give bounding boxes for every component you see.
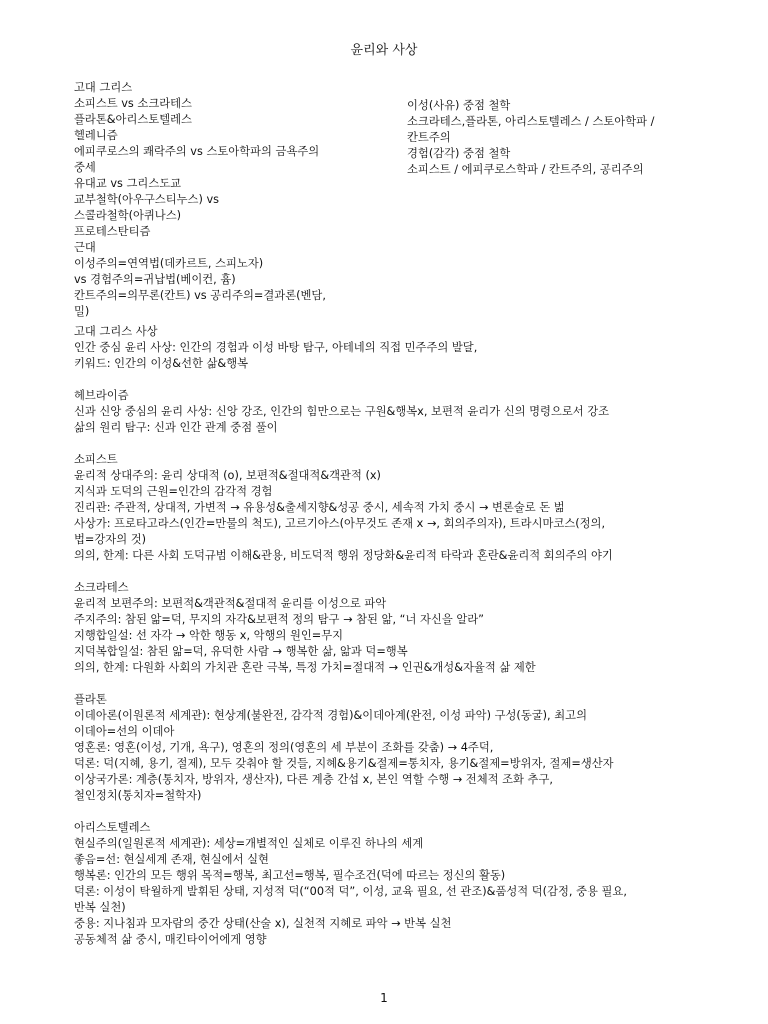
section-line: 이상국가론: 계층(통치자, 방위자, 생산자), 다른 계층 간섭 x, 본인 역할 수행 → 전체적 조화 추구, [74,773,553,786]
section [74,580,704,676]
section-spacer [74,676,704,692]
section-spacer [74,564,704,580]
section-line: 좋음=선: 현실세계 존재, 현실에서 실현 [74,853,269,866]
section-line: 진리관: 주관적, 상대적, 가변적 → 유용성&출세지향&성공 중시, 세속적 가치 중시 → 변론술로 돈 벎 [74,501,565,514]
section-line: 사상가: 프로타고라스(인간=만물의 척도), 고르기아스(아무것도 존재 x →, 회의주의자), 트라시마코스(정의, [74,517,606,530]
section [74,324,704,372]
section-line: 현실주의(일원론적 세계관): 세상=개별적인 실체로 이루진 하나의 세계 [74,837,424,850]
outline-left-line: 스콜라철학(아퀴나스) [74,209,182,222]
outline-left-line: 소피스트 vs 소크라테스 [74,97,192,110]
section-line: 인간 중심 윤리 사상: 인간의 경험과 이성 바탕 탐구, 아테네의 직접 민주주의 발달, [74,341,478,354]
section [74,692,704,804]
section-line: 키워드: 인간의 이성&선한 삶&행복 [74,357,249,370]
outline-right-line: 이성(사유) 중점 철학 [407,99,511,112]
section-line: 법=강자의 것) [74,533,147,546]
outline-left-line: 유대교 vs 그리스도교 [74,177,182,190]
outline-right [407,98,707,178]
section-line: 의의, 한계: 다른 사회 도덕규범 이해&관용, 비도덕적 행위 정당화&윤리적 타락과 혼란&윤리적 회의주의 야기 [74,549,613,562]
section [74,820,704,948]
section-line: 이데아론(이원론적 세계관): 현상계(불완전, 감각적 경험)&이데아계(완전, 이성 파악) 구성(동굴), 최고의 [74,709,587,722]
section-line: 주지주의: 참된 앎=덕, 무지의 자각&보편적 정의 탐구 → 참된 앎, “너 자신을 알라” [74,613,484,626]
section [74,452,704,564]
main-content [74,324,704,948]
outline-left [74,80,374,320]
section-spacer [74,372,704,388]
outline-left-line: vs 경험주의=귀납법(베이컨, 흄) [74,273,236,286]
section-spacer [74,804,704,820]
page-title: 윤리와 사상 [350,43,418,58]
outline-left-line: 플라톤&아리스토텔레스 [74,113,192,126]
outline-left-line: 밀) [74,305,90,318]
outline-right-line: 소크라테스,플라톤, 아리스토텔레스 / 스토아학파 / [407,115,655,128]
section-line: 지식과 도덕의 근원=인간의 감각적 경험 [74,485,273,498]
outline-right-line: 소피스트 / 에피쿠로스학파 / 칸트주의, 공리주의 [407,163,644,176]
section-heading: 고대 그리스 사상 [74,325,158,338]
section-heading: 헤브라이즘 [74,389,129,402]
section-line: 삶의 원리 탐구: 신과 인간 관계 중점 풀이 [74,421,278,434]
outline-left-line: 헬레니즘 [74,129,118,142]
section-line: 철인정치(통치자=철학자) [74,789,202,802]
section-line: 덕론: 덕(지혜, 용기, 절제), 모두 갖춰야 할 것들, 지혜&용기&절제=통치자, 용기&절제=방위자, 절제=생산자 [74,757,614,770]
section-heading: 아리스토텔레스 [74,821,151,834]
section-line: 윤리적 상대주의: 윤리 상대적 (o), 보편적&절대적&객관적 (x) [74,469,381,482]
section-line: 신과 신앙 중심의 윤리 사상: 신앙 강조, 인간의 힘만으로는 구원&행복x, 보편적 윤리가 신의 명령으로서 강조 [74,405,610,418]
section-line: 지덕복합일설: 참된 앎=덕, 유덕한 사람 → 행복한 삶, 앎과 덕=행복 [74,645,408,658]
section-heading: 플라톤 [74,693,107,706]
section-heading: 소크라테스 [74,581,129,594]
section-line: 공동체적 삶 중시, 매킨타이어에게 영향 [74,933,267,946]
section-heading: 소피스트 [74,453,118,466]
outline-right-line: 경험(감각) 중점 철학 [407,147,511,160]
outline-right-line: 칸트주의 [407,131,451,144]
outline-left-line: 에피쿠로스의 쾌락주의 vs 스토아학파의 금욕주의 [74,145,320,158]
outline-left-line: 근대 [74,241,96,254]
section-line: 행복론: 인간의 모든 행위 목적=행복, 최고선=행복, 필수조건(덕에 따르는 정신의 활동) [74,869,506,882]
section-line: 지행합일설: 선 자각 → 악한 행동 x, 악행의 원인=무지 [74,629,344,642]
section-spacer [74,436,704,452]
section-line: 의의, 한계: 다원화 사회의 가치관 혼란 극복, 특정 가치=절대적 → 인권&개성&자율적 삶 제한 [74,661,536,674]
section-line: 윤리적 보편주의: 보편적&객관적&절대적 윤리를 이성으로 파악 [74,597,387,610]
section-line: 반복 실천) [74,901,126,914]
section-line: 중용: 지나침과 모자람의 중간 상태(산술 x), 실천적 지혜로 파악 → 반복 실천 [74,917,452,930]
outline-left-line: 이성주의=연역법(데카르트, 스피노자) [74,257,264,270]
section-line: 이데아=선의 이데아 [74,725,175,738]
outline-left-line: 프로테스탄티즘 [74,225,151,238]
outline-left-line: 교부철학(아우구스티누스) vs [74,193,220,206]
outline-left-line: 칸트주의=의무론(칸트) vs 공리주의=결과론(벤담, [74,289,326,302]
section-line: 영혼론: 영혼(이성, 기개, 욕구), 영혼의 정의(영혼의 세 부분이 조화를 갖춤) → 4주덕, [74,741,494,754]
outline-left-line: 중세 [74,161,96,174]
outline-left-line: 고대 그리스 [74,81,133,94]
page-number: 1 [380,991,388,1005]
section [74,388,704,436]
section-line: 덕론: 이성이 탁월하게 발휘된 상태, 지성적 덕(“00적 덕”, 이성, 교육 필요, 선 관조)&품성적 덕(감정, 중용 필요, [74,885,627,898]
